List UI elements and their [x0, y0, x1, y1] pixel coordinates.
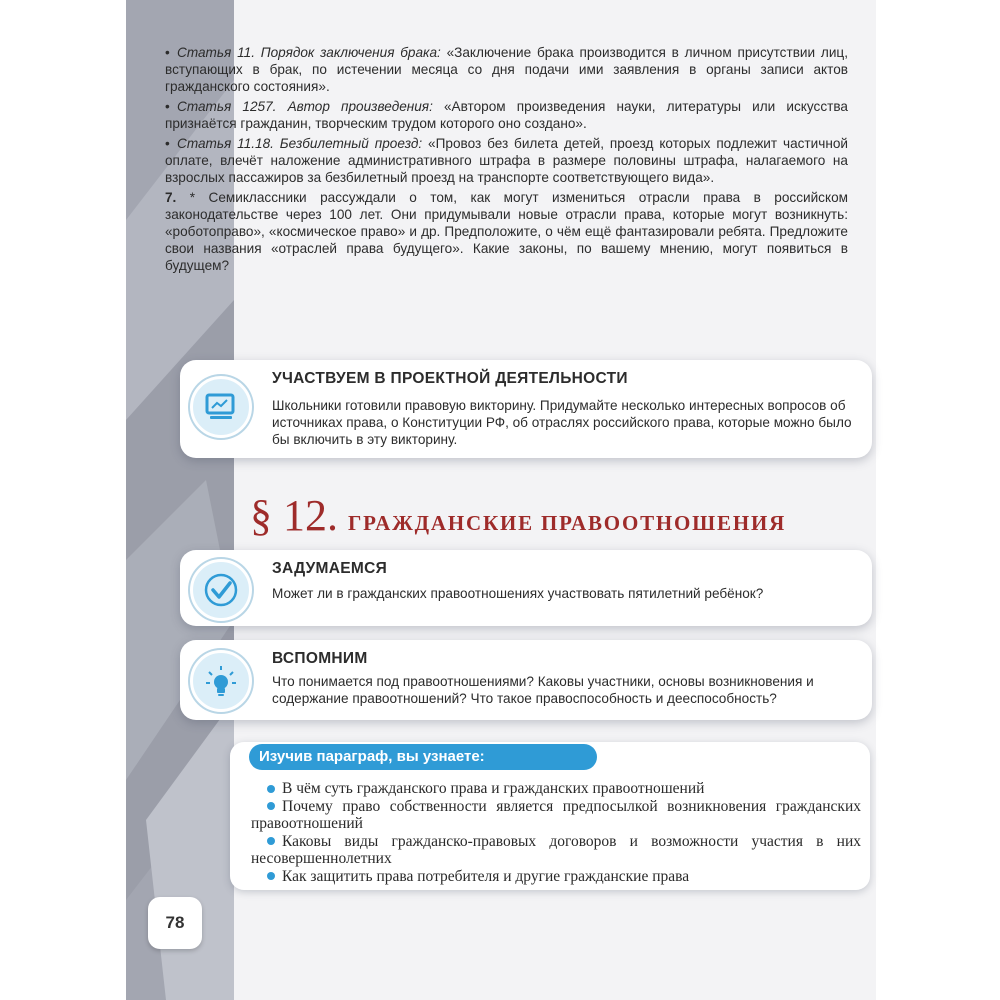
list-item-text: Каковы виды гражданско-правовых договоров и возможности участия в них несовершеннолетних — [251, 832, 861, 867]
bullet-icon — [267, 872, 275, 880]
think-card — [180, 550, 872, 626]
task-number: 7. — [165, 190, 177, 205]
lightbulb-icon — [190, 650, 252, 712]
page-number: 78 — [148, 897, 202, 949]
article-item: • Статья 1257. Автор произведения: «Автором произведения науки, литературы или искусства признаётся гражданин, творческим трудом которого оно создано». — [165, 99, 848, 131]
learn-outcomes-heading: Изучив параграф, вы узнаете: — [249, 744, 597, 770]
recall-card — [180, 640, 872, 720]
list-item-text: Как защитить права потребителя и другие гражданские права — [282, 867, 690, 885]
card-title: ВСПОМНИМ — [272, 650, 368, 667]
article-text: «Провоз без билета детей, проезд которых подлежит частичной оплате, влечёт наложение административного штрафа в размере половины штрафа, налагаемого на взрослых пассажиров за безбилетный проезд на транспорте соответствующего вида». — [165, 136, 848, 185]
card-text: Школьники готовили правовую викторину. Придумайте несколько интересных вопросов об источниках права, о Конституции РФ, об отраслях российского права, которые можно было бы включить в эту викторину. — [272, 398, 852, 447]
card-title: ЗАДУМАЕМСЯ — [272, 560, 388, 577]
list-item — [251, 780, 861, 798]
bullet-icon — [267, 785, 275, 793]
learn-outcomes-list — [251, 780, 861, 885]
article-item: • Статья 11. Порядок заключения брака: «Заключение брака производится в личном присутствии лиц, вступающих в брак, по истечении месяца со дня подачи ими заявления в органы записи актов гражданского состояния». — [165, 45, 848, 94]
article-examples — [165, 44, 848, 277]
article-title: Статья 11.18. Безбилетный проезд: — [177, 136, 423, 151]
paragraph-number: § 12. — [250, 491, 338, 540]
article-text: «Автором произведения науки, литературы или искусства признаётся гражданин, творческим трудом которого оно создано». — [165, 99, 848, 131]
article-text: «Заключение брака производится в личном присутствии лиц, вступающих в брак, по истечении месяца со дня подачи ими заявления в органы записи актов гражданского состояния». — [165, 45, 848, 94]
paragraph-heading — [250, 490, 786, 550]
bullet-icon — [267, 802, 275, 810]
list-item-text: Почему право собственности является предпосылкой возникновения гражданских правоотношений — [251, 797, 861, 832]
task-text: * Семиклассники рассуждали о том, как могут измениться отрасли права в российском законодательстве через 100 лет. Они придумывали новые отрасли права, которые могут возникнуть: «роботоправо», «космическое право» и др. Предположите, о чём ещё фантазировали ребята. Предложите свои названия «отраслей права будущего». Какие законы, по вашему мнению, могут появиться в будущем? — [165, 190, 848, 273]
card-title: УЧАСТВУЕМ В ПРОЕКТНОЙ ДЕЯТЕЛЬНОСТИ — [272, 370, 628, 387]
checkmark-icon — [190, 559, 252, 621]
list-item — [251, 798, 861, 833]
list-item — [251, 833, 861, 868]
article-title: Статья 1257. Автор произведения: — [177, 99, 433, 114]
bullet-icon — [267, 837, 275, 845]
project-activity-card — [180, 360, 872, 458]
list-item-text: В чём суть гражданского права и гражданских правоотношений — [282, 780, 705, 797]
list-item — [251, 868, 861, 886]
card-text: Может ли в гражданских правоотношениях участвовать пятилетний ребёнок? — [272, 586, 764, 601]
task-7 — [165, 189, 848, 274]
article-title: Статья 11. Порядок заключения брака: — [177, 45, 441, 60]
computer-icon — [190, 376, 252, 438]
article-item: • Статья 11.18. Безбилетный проезд: «Провоз без билета детей, проезд которых подлежит частичной оплате, влечёт наложение административного штрафа в размере половины штрафа, налагаемого на взрослых пассажиров за безбилетный проезд на транспорте соответствующего вида». — [165, 136, 848, 185]
card-text: Что понимается под правоотношениями? Каковы участники, основы возникновения и содержание правоотношений? Что такое правоспособность и дееспособность? — [272, 674, 814, 706]
paragraph-title: ГРАЖДАНСКИЕ ПРАВООТНОШЕНИЯ — [348, 511, 787, 535]
